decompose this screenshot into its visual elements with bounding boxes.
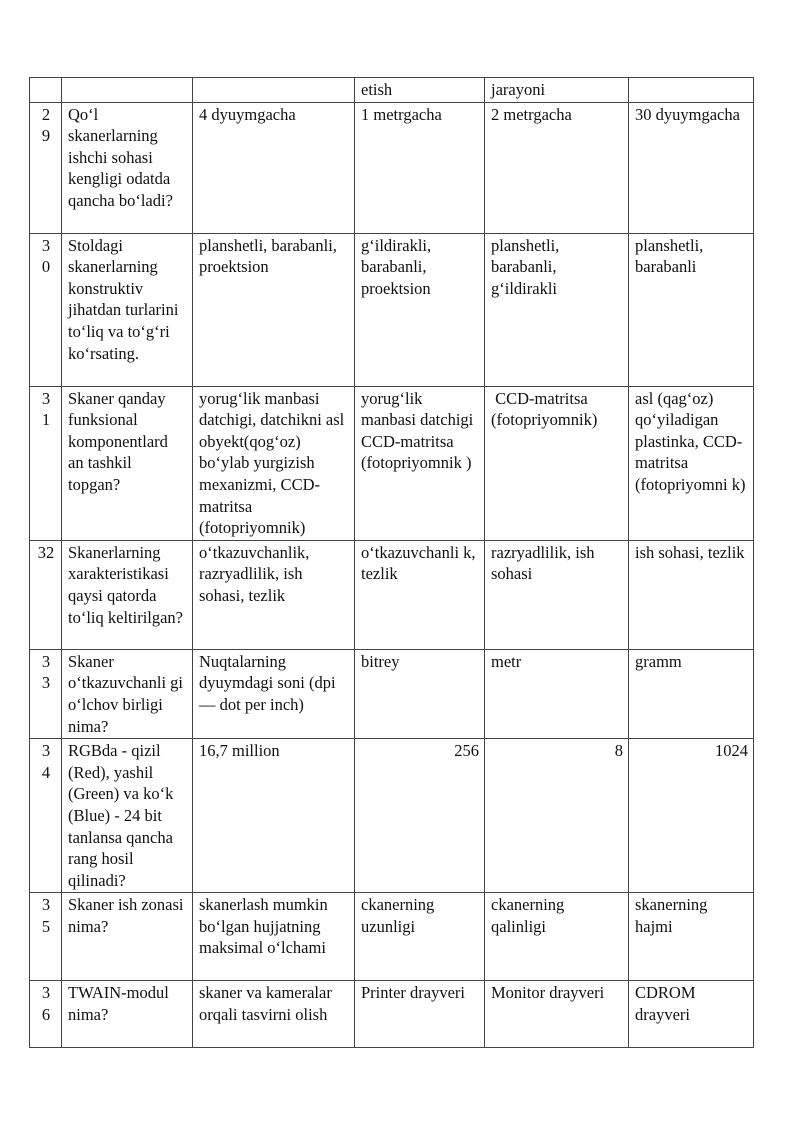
cell-question: TWAIN-modul nima? <box>62 981 193 1048</box>
cell-option-a: planshetli, barabanli, proektsion <box>193 233 355 386</box>
cell-option-a: 4 dyuymgacha <box>193 102 355 233</box>
cell-question <box>62 78 193 103</box>
cell-number <box>30 649 62 738</box>
cell-number <box>30 78 62 103</box>
cell-option-c: Monitor drayveri <box>485 981 629 1048</box>
cell-option-d <box>629 78 754 103</box>
cell-option-d: 1024 <box>629 739 754 893</box>
cell-option-c: 8 <box>485 739 629 893</box>
cell-number <box>30 233 62 386</box>
cell-option-c: razryadlilik, ish sohasi <box>485 540 629 649</box>
cell-option-c: jarayoni <box>485 78 629 103</box>
cell-number <box>30 102 62 233</box>
cell-option-a: 16,7 million <box>193 739 355 893</box>
question-number: 3 0 <box>41 235 51 277</box>
question-number: 3 1 <box>41 388 51 430</box>
cell-question: Skaner ish zonasi nima? <box>62 893 193 981</box>
cell-option-b: bitrey <box>355 649 485 738</box>
cell-option-c: planshetli, barabanli, g‘ildirakli <box>485 233 629 386</box>
table-row <box>30 386 754 540</box>
table-row <box>30 233 754 386</box>
cell-option-c: metr <box>485 649 629 738</box>
cell-option-d: ish sohasi, tezlik <box>629 540 754 649</box>
cell-question: Skaner qanday funksional komponentlard an tashkil topgan? <box>62 386 193 540</box>
cell-option-c: 2 metrgacha <box>485 102 629 233</box>
question-number: 3 5 <box>41 895 51 936</box>
table-row <box>30 649 754 738</box>
cell-option-d: asl (qag‘oz) qo‘yiladigan plastinka, CCD-matritsa (fotopriyomni k) <box>629 386 754 540</box>
cell-option-b: yorug‘lik manbasi datchigi CCD-matritsa (fotopriyomnik ) <box>355 386 485 540</box>
question-number: 32 <box>37 542 55 562</box>
question-number: 3 3 <box>41 651 51 693</box>
cell-option-b: etish <box>355 78 485 103</box>
question-number: 3 4 <box>41 741 51 782</box>
cell-number <box>30 893 62 981</box>
cell-number <box>30 981 62 1048</box>
cell-option-a: skaner va kameralar orqali tasvirni olish <box>193 981 355 1048</box>
table-row <box>30 981 754 1048</box>
cell-option-a: o‘tkazuvchanlik, razryadlilik, ish sohasi, tezlik <box>193 540 355 649</box>
cell-question: Stoldagi skanerlarning konstruktiv jihatdan turlarini to‘liq va to‘g‘ri ko‘rsating. <box>62 233 193 386</box>
cell-option-c: CCD-matritsa (fotopriyomnik) <box>485 386 629 540</box>
question-number: 2 9 <box>41 104 51 146</box>
cell-option-a: yorug‘lik manbasi datchigi, datchikni asl obyekt(qog‘oz) bo‘ylab yurgizish mexanizmi, CCD-matritsa (fotopriyomnik) <box>193 386 355 540</box>
question-number: 3 6 <box>41 983 51 1024</box>
cell-question: Skanerlarning xarakteristikasi qaysi qatorda to‘liq keltirilgan? <box>62 540 193 649</box>
cell-option-a: Nuqtalarning dyuymdagi soni (dpi — dot per inch) <box>193 649 355 738</box>
cell-option-d: CDROM drayveri <box>629 981 754 1048</box>
cell-option-b: Printer drayveri <box>355 981 485 1048</box>
cell-question: Skaner o‘tkazuvchanli gi o‘lchov birligi nima? <box>62 649 193 738</box>
cell-number <box>30 739 62 893</box>
cell-option-d: planshetli, barabanli <box>629 233 754 386</box>
cell-option-a <box>193 78 355 103</box>
cell-number <box>30 540 62 649</box>
table-row <box>30 739 754 893</box>
cell-option-a: skanerlash mumkin bo‘lgan hujjatning maksimal o‘lchami <box>193 893 355 981</box>
cell-option-c: ckanerning qalinligi <box>485 893 629 981</box>
cell-option-b: o‘tkazuvchanli k, tezlik <box>355 540 485 649</box>
table-row-continuation <box>30 78 754 103</box>
cell-question: Qo‘l skanerlarning ishchi sohasi kengligi odatda qancha bo‘ladi? <box>62 102 193 233</box>
cell-question: RGBda - qizil (Red), yashil (Green) va ko‘k (Blue) - 24 bit tanlansa qancha rang hosil qilinadi? <box>62 739 193 893</box>
cell-option-d: 30 dyuymgacha <box>629 102 754 233</box>
quiz-table <box>29 77 754 1048</box>
cell-option-b: ckanerning uzunligi <box>355 893 485 981</box>
cell-option-d: skanerning hajmi <box>629 893 754 981</box>
table-row <box>30 102 754 233</box>
table-row <box>30 540 754 649</box>
cell-number <box>30 386 62 540</box>
cell-option-b: 1 metrgacha <box>355 102 485 233</box>
cell-option-b: g‘ildirakli, barabanli, proektsion <box>355 233 485 386</box>
cell-option-b: 256 <box>355 739 485 893</box>
table-row <box>30 893 754 981</box>
cell-option-d: gramm <box>629 649 754 738</box>
